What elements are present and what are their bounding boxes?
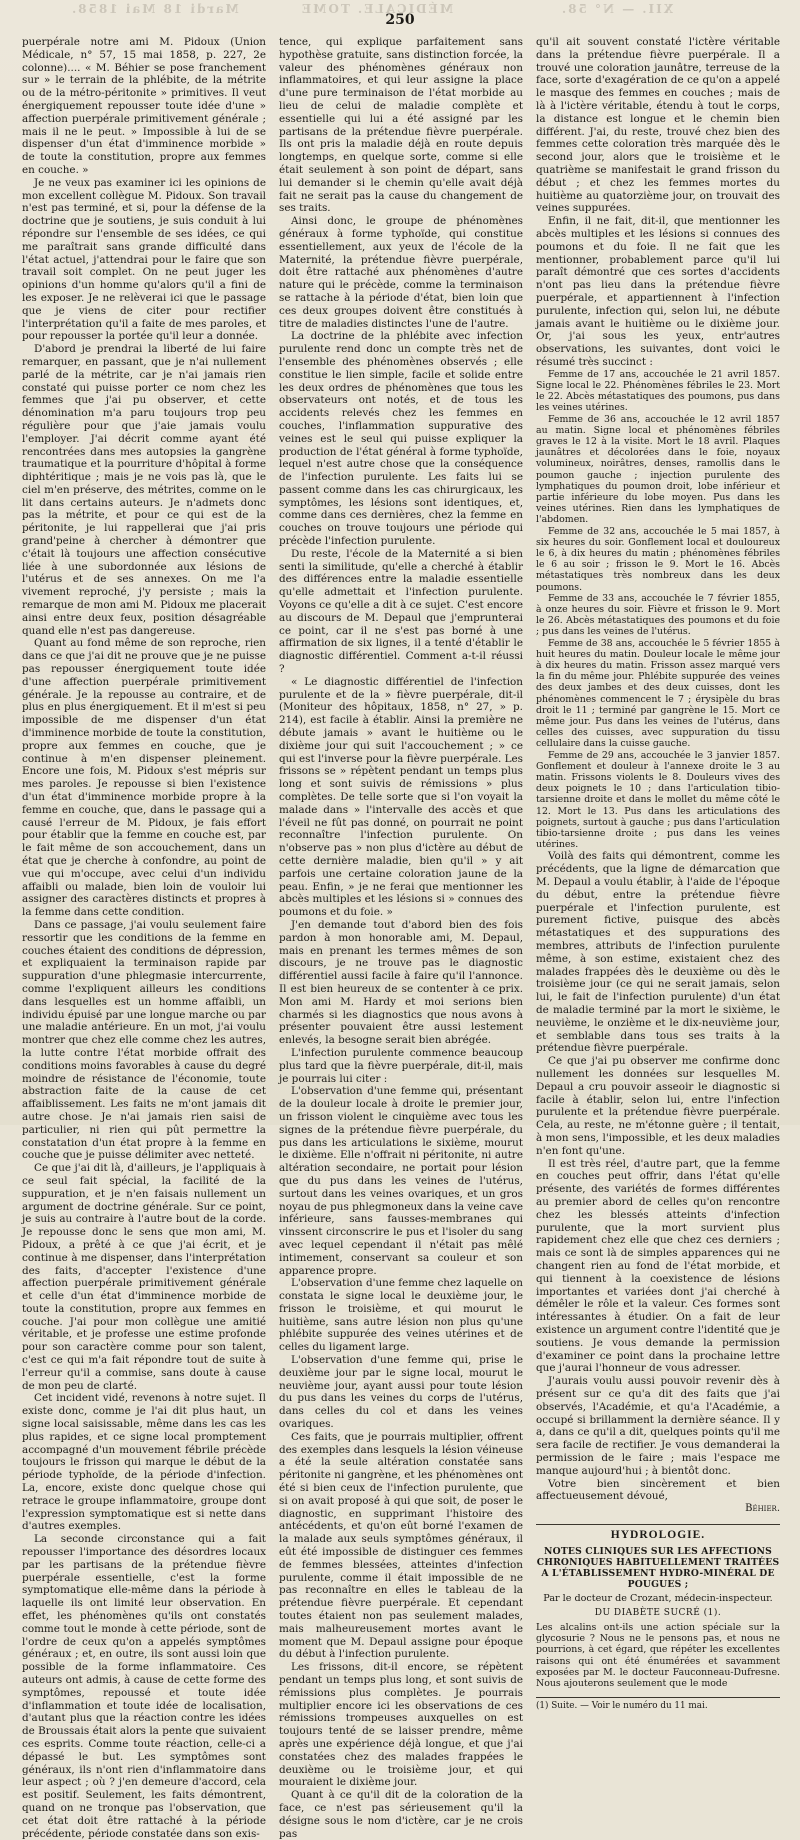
paragraph: Il est très réel, d'autre part, que la femme en couches peut offrir, dans l'état qu'elle présente, des variétés de formes différentes au premier abord de celles qu'on rencontre chez les blessés atteints d'infection purulente, que la mort survient plus rapidement chez elle que chez ces derniers ; mais ce sont là de simples apparences qui ne changent rien au fond de l'état morbide, et qui tiennent à la coexistence de lésions importantes et variées dont j'ai cherché à démêler le rôle et la valeur. Ces formes sont intéressantes à étudier. On a fait de leur existence un argument contre l'identité que je soutiens. Je vous demande la permission d'examiner ce point dans la prochaine lettre que j'aurai l'honneur de vous adresser.	[536, 1157, 780, 1375]
column-left	[22, 36, 266, 1840]
column-right	[536, 36, 780, 1712]
paragraph: Ce que j'ai pu observer me confirme donc nullement les données sur lesquelles M. Depaul a cru pouvoir asseoir le diagnostic si facile à établir, selon lui, entre l'infection purulente et la prétendue fièvre puerpérale. Cela, au reste, ne m'étonne guère ; il tentait, à mon sens, l'impossible, et les deux maladies n'en font qu'une.	[536, 1055, 780, 1157]
paragraph: Quant à ce qu'il dit de la coloration de la face, ce n'est pas sérieusement qu'il la désigne sous le nom d'ictère, car je ne crois pas	[279, 1789, 523, 1840]
paragraph: puerpérale notre ami M. Pidoux (Union Médicale, n° 57, 15 mai 1858, p. 227, 2e colonne).... « M. Béhier se pose franchement sur » le terrain de la phlébite, de la métrite ou de la métro-péritonite » primitives. Il veut énergiquement repousser toute idée d'une » affection puerpérale primitivement générale ; mais il ne le peut. » Impossible à lui de se dispenser d'un état d'imminence morbide » de toute la constitution, propre aux femmes en couche. »	[22, 36, 266, 176]
paragraph: J'en demande tout d'abord bien des fois pardon à mon honorable ami, M. Depaul, mais en prenant les termes mêmes de son discours, je ne trouve pas le diagnostic différentiel aussi facile à faire qu'il l'annonce. Il est bien heureux de se contenter à ce prix. Mon ami M. Hardy et moi serions bien charmés si les diagnostics que nous avons à présenter pouvaient être aussi lestement enlevés, la besogne serait bien abrégée.	[279, 918, 523, 1047]
case-summary: Femme de 17 ans, accouchée le 21 avril 1857. Signe local le 22. Phénomènes fébriles le 23. Mort le 22. Abcès métastatiques des poumons, pus dans les veines utérines.	[536, 368, 780, 414]
section-subtitle: NOTES CLINIQUES SUR LES AFFECTIONS CHRONIQUES HABITUELLEMENT TRAITÉES A L'ÉTABLISSEMENT HYDRO-MINÉRAL DE POUGUES ;	[536, 1545, 780, 1590]
paragraph: L'infection purulente commence beaucoup plus tard que la fièvre puerpérale, dit-il, mais je pourrais lui citer :	[279, 1046, 523, 1085]
paragraph: Les frissons, dit-il encore, se répètent pendant un temps plus long, et sont suivis de rémissions plus complètes. Je pourrais multiplier encore ici les observations de ces rémissions trompeuses auxquelles on est toujours tenté de se laisser prendre, même après une expérience déjà longue, et que j'ai constatées chez des malades frappées le deuxième ou le troisième jour, et qui mouraient le dixième jour.	[279, 1661, 523, 1789]
paragraph: L'observation d'une femme qui, prise le deuxième jour par le signe local, mourut le neuvième jour, ayant aussi pour toute lésion du pus dans les veines du corps de l'utérus, dans celles du col et dans les veines ovariques.	[279, 1354, 523, 1431]
paragraph: Ainsi donc, le groupe de phénomènes généraux à forme typhoïde, qui constitue essentiellement, aux yeux de l'école de la Maternité, la prétendue fièvre puerpérale, doit être rattaché aux phénomènes d'autre nature qui le précède, comme la terminaison se rattache à la période d'état, bien loin que ces deux groupes doivent être constitués à titre de maladies distinctes l'une de l'autre.	[279, 215, 523, 330]
paragraph: Voilà des faits qui démontrent, comme les précédents, que la ligne de démarcation que M. Depaul a voulu établir, à l'aide de l'époque du début, entre la prétendue fièvre puerpérale et l'infection purulente, est purement fictive, puisque des abcès métastatiques et des suppurations des membres, attributs de l'infection purulente même, à son estime, existaient chez des malades frappées dès le deuxième ou dès le troisième jour (ce qui ne serait jamais, selon lui, le fait de l'infection purulente) d'un état de maladie terminé par la mort le sixième, le neuvième, le onzième et le dix-neuvième jour, et semblable dans tous ses traits à la prétendue fièvre puerpérale.	[536, 850, 780, 1055]
paragraph: Ces faits, que je pourrais multiplier, offrent des exemples dans lesquels la lésion véineuse a été la seule altération constatée sans péritonite ni gangrène, et les phénomènes ont été si bien ceux de l'infection purulente, que si on avait proposé à qui que soit, de poser le diagnostic, en supprimant l'histoire des antécédents, et qu'on eût borné l'examen de la malade aux seuls symptômes généraux, il eût été impossible de distinguer ces femmes de femmes blessées, atteintes d'infection purulente, comme il était impossible de ne pas reconnaître en elles le tableau de la prétendue fièvre puerpérale. Et cependant toutes étaient non pas seulement malades, mais malheureusement mortes avant le moment que M. Depaul assigne pour époque du début à l'infection purulente.	[279, 1430, 524, 1661]
case-summary: Femme de 32 ans, accouchée le 5 mai 1857, à six heures du soir. Gonflement local et douloureux le 6, à dix heures du matin ; phénomènes fébriles le 6 au soir ; frisson le 9. Mort le 16. Abcès métastatiques très nombreux dans les deux poumons.	[536, 525, 780, 593]
paragraph: La seconde circonstance qui a fait repousser l'importance des désordres locaux par les partisans de la prétendue fièvre puerpérale essentielle, c'est la forme symptomatique elle-même dans la période à laquelle ils ont limité leur observation. En effet, les phénomènes qu'ils ont constatés comme tout le monde à cette période, sont de l'ordre de ceux qu'on a appelés symptômes généraux ; et, en outre, ils sont aussi loin que possible de la forme inflammatoire. Ces auteurs ont admis, à cause de cette forme des symptômes, repoussé et toute idée d'inflammation et toute idée de localisation, d'autant plus que la réaction contre les idées de Broussais était alors la pente que suivaient ces esprits. Comme toute réaction, celle-ci a dépassé le but. Les symptômes sont généraux, ils n'ont rien d'inflammatoire dans leur aspect ; où ? j'en demeure d'accord, cela est positif. Seulement, les faits démontrent, quand on ne tronque pas l'observation, que cet état doit être rattaché à la période précédente, période constatée dans son exis-	[22, 1533, 266, 1840]
paragraph: Ce que j'ai dit là, d'ailleurs, je l'appliquais à ce seul fait spécial, la facilité de la suppuration, et je n'en faisais nullement un argument de doctrine générale. Sur ce point, je suis au contraire à l'autre bout de la corde. Je repousse donc le sens que mon ami, M. Pidoux, a prêté à ce que j'ai écrit, et je continue à me dispenser, dans l'interprétation des faits, d'accepter l'existence d'une affection puerpérale primitivement générale et celle d'un état d'imminence morbide de toute la constitution, propre aux femmes en couche. J'ai pour mon collègue une amitié véritable, et je professe une estime profonde pour son caractère comme pour son talent, c'est ce qui m'a fait répondre tout de suite à l'erreur qu'il a commise, sans doute à cause de mon peu de clarté.	[22, 1162, 266, 1392]
case-summary: Femme de 38 ans, accouchée le 5 février 1855 à huit heures du matin. Douleur locale le même jour à dix heures du matin. Frisson assez marqué vers la fin du même jour. Phlébite suppurée des veines des deux jambes et des deux cuisses, dont les phénomènes commencent le 7 ; érysipèle du bras droit le 11 ; terminé par gangrène le 15. Mort ce même jour. Pus dans les veines de l'utérus, dans celles des cuisses, avec suppuration du tissu cellulaire dans la cuisse gauche.	[536, 637, 780, 750]
paragraph: tence, qui explique parfaitement sans hypothèse gratuite, sans distinction forcée, la valeur des phénomènes généraux non inflammatoires, et qui leur assigne la place d'une pure terminaison de l'état morbide au lieu de celui de maladie complète et essentielle qui lui a été assigné par les partisans de la prétendue fièvre puerpérale. Ils ont pris la maladie déjà en route depuis longtemps, en quelque sorte, comme si elle était seulement à son point de départ, sans lui demander si le chemin qu'elle avait déjà fait ne serait pas la cause du changement de ses traits.	[279, 36, 523, 215]
section-part-heading: DU DIABÈTE SUCRÉ (1).	[594, 1607, 722, 1618]
section-author: Par le docteur de Crozant, médecin-inspecteur.	[543, 1592, 773, 1604]
quoted-passage: « Le diagnostic différentiel de l'infection purulente et de la » fièvre puerpérale, dit-il (Moniteur des hôpitaux, 1858, n° 27, » p. 214), est facile à établir. Ainsi la première ne débute jamais » avant le huitième ou le dixième jour qui suit l'accouchement ; » ce qui est l'inverse pour la fièvre puerpérale. Les frissons se » répètent pendant un temps plus long et sont suivis de rémissions » plus complètes. De telle sorte que si l'on voyait la malade dans » l'intervalle des accès et que l'éveil ne fût pas donné, on pourrait ne point reconnaître l'infection purulente. On n'observe pas » non plus d'ictère au début de cette dernière maladie, bien qu'il » y ait parfois une certaine coloration jaune de la peau. Enfin, » je ne ferai que mentionner les abcès multiples et les lésions si » connues des poumons et du foie. »	[279, 675, 523, 919]
text-columns	[22, 36, 782, 1840]
paragraph: La doctrine de la phlébite avec infection purulente rend donc un compte très net de l'ensemble des phénomènes observés ; elle constitue le lien simple, facile et solide entre les deux ordres de phénomènes que tous les observateurs ont notés, et de tous les accidents relevés chez les femmes en couches, l'inflammation suppurative des veines est le seul qui puisse expliquer la production de l'état général à forme typhoïde, lequel n'est autre chose que la conséquence de l'infection purulente. Les faits lui se passent comme dans les cas chirurgicaux, les symptômes, les lésions sont identiques, et, comme dans ces dernières, chez la femme en couches on trouve toujours une période qui précède l'infection purulente.	[279, 330, 523, 548]
paragraph: D'abord je prendrai la liberté de lui faire remarquer, en passant, que je n'ai nullement parlé de la métrite, car je n'ai jamais rien constaté qui puisse porter ce nom chez les femmes que j'ai pu observer, et cette dénomination m'a paru toujours trop peu régulière pour que j'aie jamais voulu l'employer. J'ai décrit comme ayant été rencontrées dans mes autopsies la gangrène traumatique et la pourriture d'hôpital à forme diphtéritique ; mais je ne vois pas là, que le ciel m'en préserve, des métrites, comme on le lit dans certains auteurs. Je n'admets donc pas la métrite, et pour ce qui est de la péritonite, je lui rappellerai que j'ai pris grand'peine à chercher à démontrer que c'était là toujours une affection consécutive liée à une subordonnée aux lésions de l'utérus et de ses annexes. On me l'a vivement reproché, j'y persiste ; mais la remarque de mon ami M. Pidoux me placerait ainsi entre deux feux, position désagréable quand elle n'est pas dangereuse.	[22, 343, 266, 637]
bleed-through-date: Mardi 18 Mai 1858.	[70, 2, 239, 16]
case-summary: Femme de 29 ans, accouchée le 3 janvier 1857. Gonflement et douleur à l'annexe droite le 3 au matin. Frissons violents le 8. Douleurs vives des deux poignets le 10 ; dans l'articulation tibio-tarsienne droite et dans le mollet du même côté le 12. Mort le 13. Pus dans les articulations des poignets, surtout à gauche ; pus dans l'articulation tibio-tarsienne droite ; pus dans les veines utérines.	[536, 749, 780, 851]
bleed-through-title: MÉDICALE. TOME	[300, 2, 454, 16]
case-summary: Femme de 33 ans, accouchée le 7 février 1855, à onze heures du soir. Fièvre et frisson le 9. Mort le 26. Abcès métastatiques des poumons et du foie ; pus dans les veines de l'utérus.	[536, 592, 780, 638]
paragraph: J'aurais voulu aussi pouvoir revenir dès à présent sur ce qu'a dit des faits que j'ai observés, l'Académie, et qu'a l'Académie, a occupé si brillamment la dernière séance. Il y a, dans ce qu'il a dit, quelques points qu'il me sera facile de rectifier. Je vous demanderai la permission de le faire ; mais l'espace me manque aujourd'hui ; à bientôt donc.	[536, 1375, 780, 1477]
page-header	[0, 0, 800, 30]
section-divider	[536, 1524, 780, 1525]
paragraph: L'observation d'une femme chez laquelle on constata le signe local le deuxième jour, le frisson le troisième, et qui mourut le huitième, sans autre lésion non plus qu'une phlébite suppurée des veines utérines et de celles du ligament large.	[279, 1277, 523, 1354]
paragraph: Dans ce passage, j'ai voulu seulement faire ressortir que les conditions de la femme en couches étaient des conditions de dépression, et expliquaient la terminaison rapide par suppuration d'une phlegmasie intercurrente, comme l'expliquent ailleurs les conditions dans lesquelles est un homme affaibli, un individu épuisé par une longue marche ou par une maladie antérieure. En un mot, j'ai voulu montrer que chez elle comme chez les autres, la lutte contre l'état morbide offrait des conditions moins favorables à cause du degré moindre de résistance de l'économie, toute abstraction faite de la cause de cet affaiblissement. Les faits ne m'ont jamais dit autre chose. Je n'ai jamais rien saisi de particulier, ni rien qui pût permettre la constatation d'un état propre à la femme en couche que je puisse délimiter avec netteté.	[22, 918, 266, 1162]
paragraph: qu'il ait souvent constaté l'ictère véritable dans la prétendue fièvre puerpérale. Il a trouvé une coloration jaunâtre, terreuse de la face, sorte d'exagération de ce qu'on a appelé le masque des femmes en couches ; mais de là à l'ictère véritable, étendu à tout le corps, la distance est longue et le chemin bien différent. J'ai, du reste, trouvé chez bien des femmes cette coloration très marquée dès le second jour, alors que le troisième et le quatrième se manifestait le grand frisson du début ; et chez les femmes mortes du huitième au quatorzième jour, on trouvait des veines suppurées.	[536, 36, 780, 215]
page-number: 250	[385, 12, 415, 28]
column-center	[279, 36, 524, 1840]
closing-line: Votre bien sincèrement et bien affectueusement dévoué,	[536, 1477, 780, 1503]
footnote: (1) Suite. — Voir le numéro du 11 mai.	[536, 1697, 780, 1711]
paragraph: Enfin, il ne fait, dit-il, que mentionner les abcès multiples et les lésions si connues des poumons et du foie. Il ne fait que les mentionner, probablement parce qu'il lui paraît démontré que ces sortes d'accidents n'ont pas lieu dans la prétendue fièvre puerpérale, et appartiennent à l'infection purulente, infection qui, selon lui, ne débute jamais avant le huitième ou le dixième jour. Or, j'ai sous les yeux, entr'autres observations, les suivantes, dont voici le résumé très succinct :	[536, 215, 780, 368]
author-signature: Béhier.	[745, 1503, 780, 1515]
bleed-through-issue: XII. — N° 58.	[560, 2, 674, 16]
paragraph: L'observation d'une femme qui, présentant de la douleur locale à droite le premier jour, un frisson violent le cinquième avec tous les signes de la prétendue fièvre puerpérale, du pus dans les articulations le sixième, mourut le dixième. Elle n'offrait ni péritonite, ni autre altération secondaire, ne portait pour lésion que du pus dans les veines de l'utérus, surtout dans les veines ovariques, et un gros noyau de pus phlegmoneux dans la veine cave inférieure, sans fausses-membranes qui vinssent circonscrire le pus et l'isoler du sang avec lequel cependant il n'était pas mêlé intimement, conservant sa couleur et son apparence propre.	[279, 1085, 523, 1277]
paragraph: Quant au fond même de son reproche, rien dans ce que j'ai dit ne prouve que je ne puisse pas repousser énergiquement toute idée d'une affection puerpérale primitivement générale. Je la repousse au contraire, et de plus en plus énergiquement. Et il m'est si peu impossible de me dispenser d'un état d'imminence morbide de toute la constitution, propre aux femmes en couche, que je continue à m'en dispenser pleinement. Encore une fois, M. Pidoux s'est mépris sur mes paroles. Je repousse si bien l'existence d'un état d'imminence morbide propre à la femme en couche, que, dans le passage qui a causé l'erreur de M. Pidoux, je fais effort pour établir que la femme en couche est, par le fait même de son accouchement, dans un état que je cherche à confondre, au point de vue qui m'occupe, avec celui d'un individu affaibli ou malade, bien loin de vouloir lui assigner des caractères distincts et propres à la femme dans cette condition.	[22, 637, 266, 919]
paragraph: Je ne veux pas examiner ici les opinions de mon excellent collègue M. Pidoux. Son travail n'est pas terminé, et si, pour la défense de la doctrine que je soutiens, je suis conduit à lui répondre sur l'ensemble de ses idées, ce qui me paraîtrait sans grande difficulté dans l'état actuel, j'attendrai pour le faire que son travail soit complet. On ne peut juger les opinions d'un homme qu'alors qu'il a fini de les exposer. Je ne relèverai ici que le passage que je viens de citer pour rectifier l'interprétation qu'il a faite de mes paroles, et pour repousser la portée qu'il leur a donnée.	[22, 176, 266, 343]
paragraph: Du reste, l'école de la Maternité a si bien senti la similitude, qu'elle a cherché à établir des différences entre la maladie essentielle qu'elle admettait et l'infection purulente. Voyons ce qu'elle a dit à ce sujet. C'est encore au discours de M. Depaul que j'emprunterai ce point, car il ne s'est pas borné à une affirmation de six lignes, il a tenté d'établir le diagnostic différentiel. Comment a-t-il réussi ?	[279, 547, 523, 676]
section-body: Les alcalins ont-ils une action spéciale sur la glycosurie ? Nous ne le pensons pas, et nous ne pourrions, à cet égard, que répéter les excellentes raisons qui ont été énumérées et savamment exposées par M. le docteur Fauconneau-Dufresne. Nous ajouterons seulement que le mode	[536, 1621, 780, 1689]
case-summary: Femme de 36 ans, accouchée le 12 avril 1857 au matin. Signe local et phénomènes fébriles graves le 12 à la visite. Mort le 18 avril. Plaques jaunâtres et décolorées dans le foie, noyaux volumineux, noirâtres, denses, ramollis dans le poumon gauche ; injection purulente des lymphatiques du poumon droit, lobe inférieur et partie inférieure du lobe moyen. Pus dans les veines utérines. Rien dans les lymphatiques de l'abdomen.	[536, 413, 780, 526]
paragraph: Cet incident vidé, revenons à notre sujet. Il existe donc, comme je l'ai dit plus haut, un signe local saisissable, même dans les cas les plus rapides, et ce signe local promptement accompagné d'un mouvement fébrile précède toujours le frisson qui marque le début de la période typhoïde, de la période d'infection. La, encore, existe donc quelque chose qui retrace le groupe inflammatoire, groupe dont l'expression symptomatique est si nette dans d'autres exemples.	[22, 1392, 266, 1533]
section-title: HYDROLOGIE.	[610, 1528, 706, 1541]
